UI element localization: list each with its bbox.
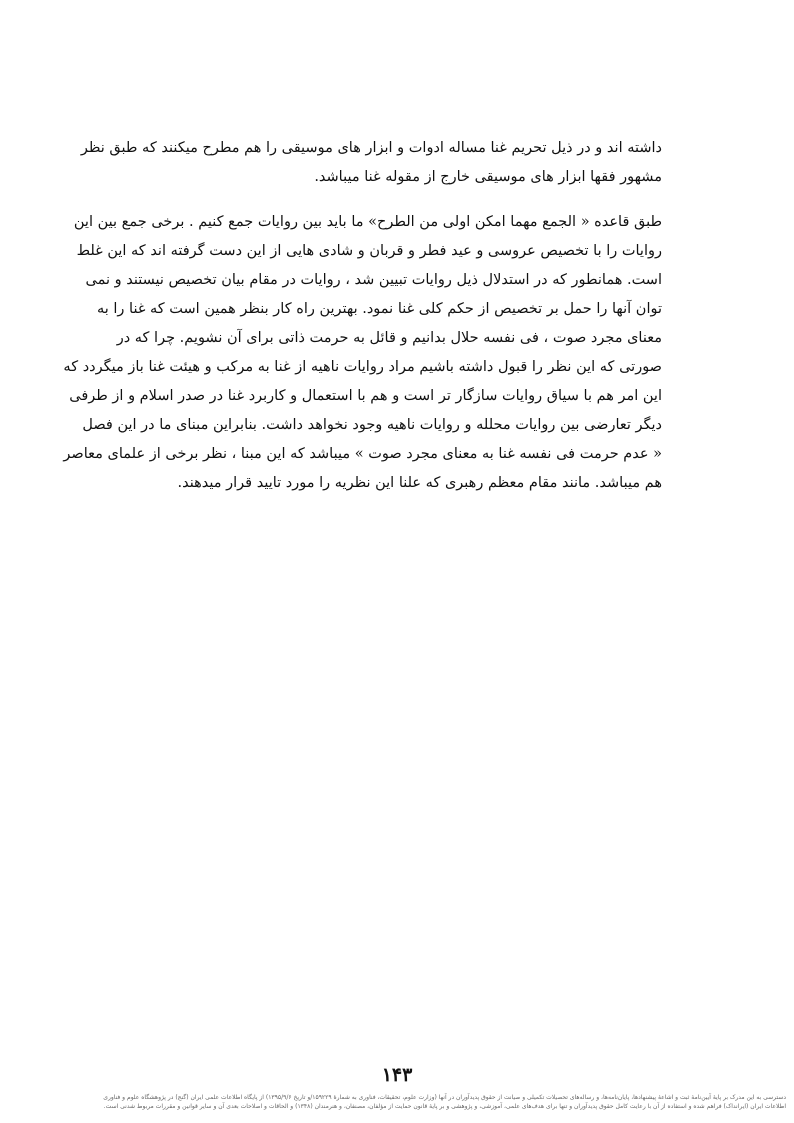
footer-line: اطلاعات ایران (ایرانداک) فراهم شده و استفاده از آن با رعایت کامل حقوق پدیدآوران و تنها برای هدف‌های علمی، آموزشی، و پژوهشی و بر پایهٔ قانون حمایت از مؤلفان، مصنفان، و هنرمندان (۱۳۴۸) و الحاقات و اصلاحات بعدی آن و سایر قوانین و مقررات مربوط شدنی است. (103, 1103, 786, 1110)
text-line: طبق قاعده « الجمع مهما امکن اولی من الطرح» ما باید بین روایات جمع کنیم . برخی جمع بین این (73, 214, 662, 230)
text-line: داشته اند و در ذیل تحریم غنا مساله ادوات و ابزار های موسیقی را هم مطرح میکنند که طبق نظر (80, 140, 662, 156)
footer-copyright-note (8, 1093, 786, 1111)
text-line: است. همانطور که در استدلال ذیل روایات تبیین شد ، روایات در مقام بیان تخصیص نیستند و نمی (85, 272, 662, 288)
text-line: معنای مجرد صوت ، فی نفسه حلال بدانیم و قائل به حرمت ذاتی برای آن نشویم. چرا که در (116, 330, 662, 346)
text-line: مشهور فقها ابزار های موسیقی خارج از مقوله غنا میباشد. (314, 169, 662, 185)
text-line: دیگر تعارضی بین روایات محلله و روایات ناهیه وجود نخواهد داشت. بنابراین مبنای ما در این فصل (82, 417, 662, 433)
text-line: روایات را با تخصیص عروسی و عید فطر و قربان و شادی هایی از این دست گرفته اند که این غلط (76, 243, 662, 259)
footer-line: دسترسی به این مدرک بر پایهٔ آیین‌نامهٔ ثبت و اشاعهٔ پیشنهادها، پایان‌نامه‌ها، و رساله‌های تحصیلات تکمیلی و صیانت از حقوق پدیدآوران در آنها (وزارت علوم، تحقیقات، فناوری به شمارهٔ ۱۵۹۲۲۹/و تاریخ ۱۳۹۵/۹/۶) از پایگاه اطلاعات علمی ایران (گنج) در پژوهشگاه علوم و فناوری (103, 1094, 786, 1101)
paragraph-2 (63, 208, 662, 498)
text-line: صورتی که این نظر را قبول داشته باشیم مراد روایات ناهیه از غنا به مرکب و هیئت غنا باز میگردد که (63, 359, 662, 375)
text-line: توان آنها را حمل بر تخصیص از حکم کلی غنا نمود. بهترین راه کار بنظر همین است که غنا را به (96, 301, 662, 317)
page-number: ۱۴۳ (381, 1064, 413, 1086)
paragraph-1 (80, 134, 662, 192)
text-line: هم میباشد. مانند مقام معظم رهبری که علنا این نظریه را مورد تایید قرار میدهند. (177, 475, 662, 491)
text-line: این امر هم با سیاق روایات سازگار تر است و هم با استعمال و کاربرد غنا در صدر اسلام و از طرفی (69, 388, 662, 404)
text-line: « عدم حرمت فی نفسه غنا به معنای مجرد صوت » میباشد که این مبنا ، نظر برخی از علمای معاصر (63, 446, 662, 462)
